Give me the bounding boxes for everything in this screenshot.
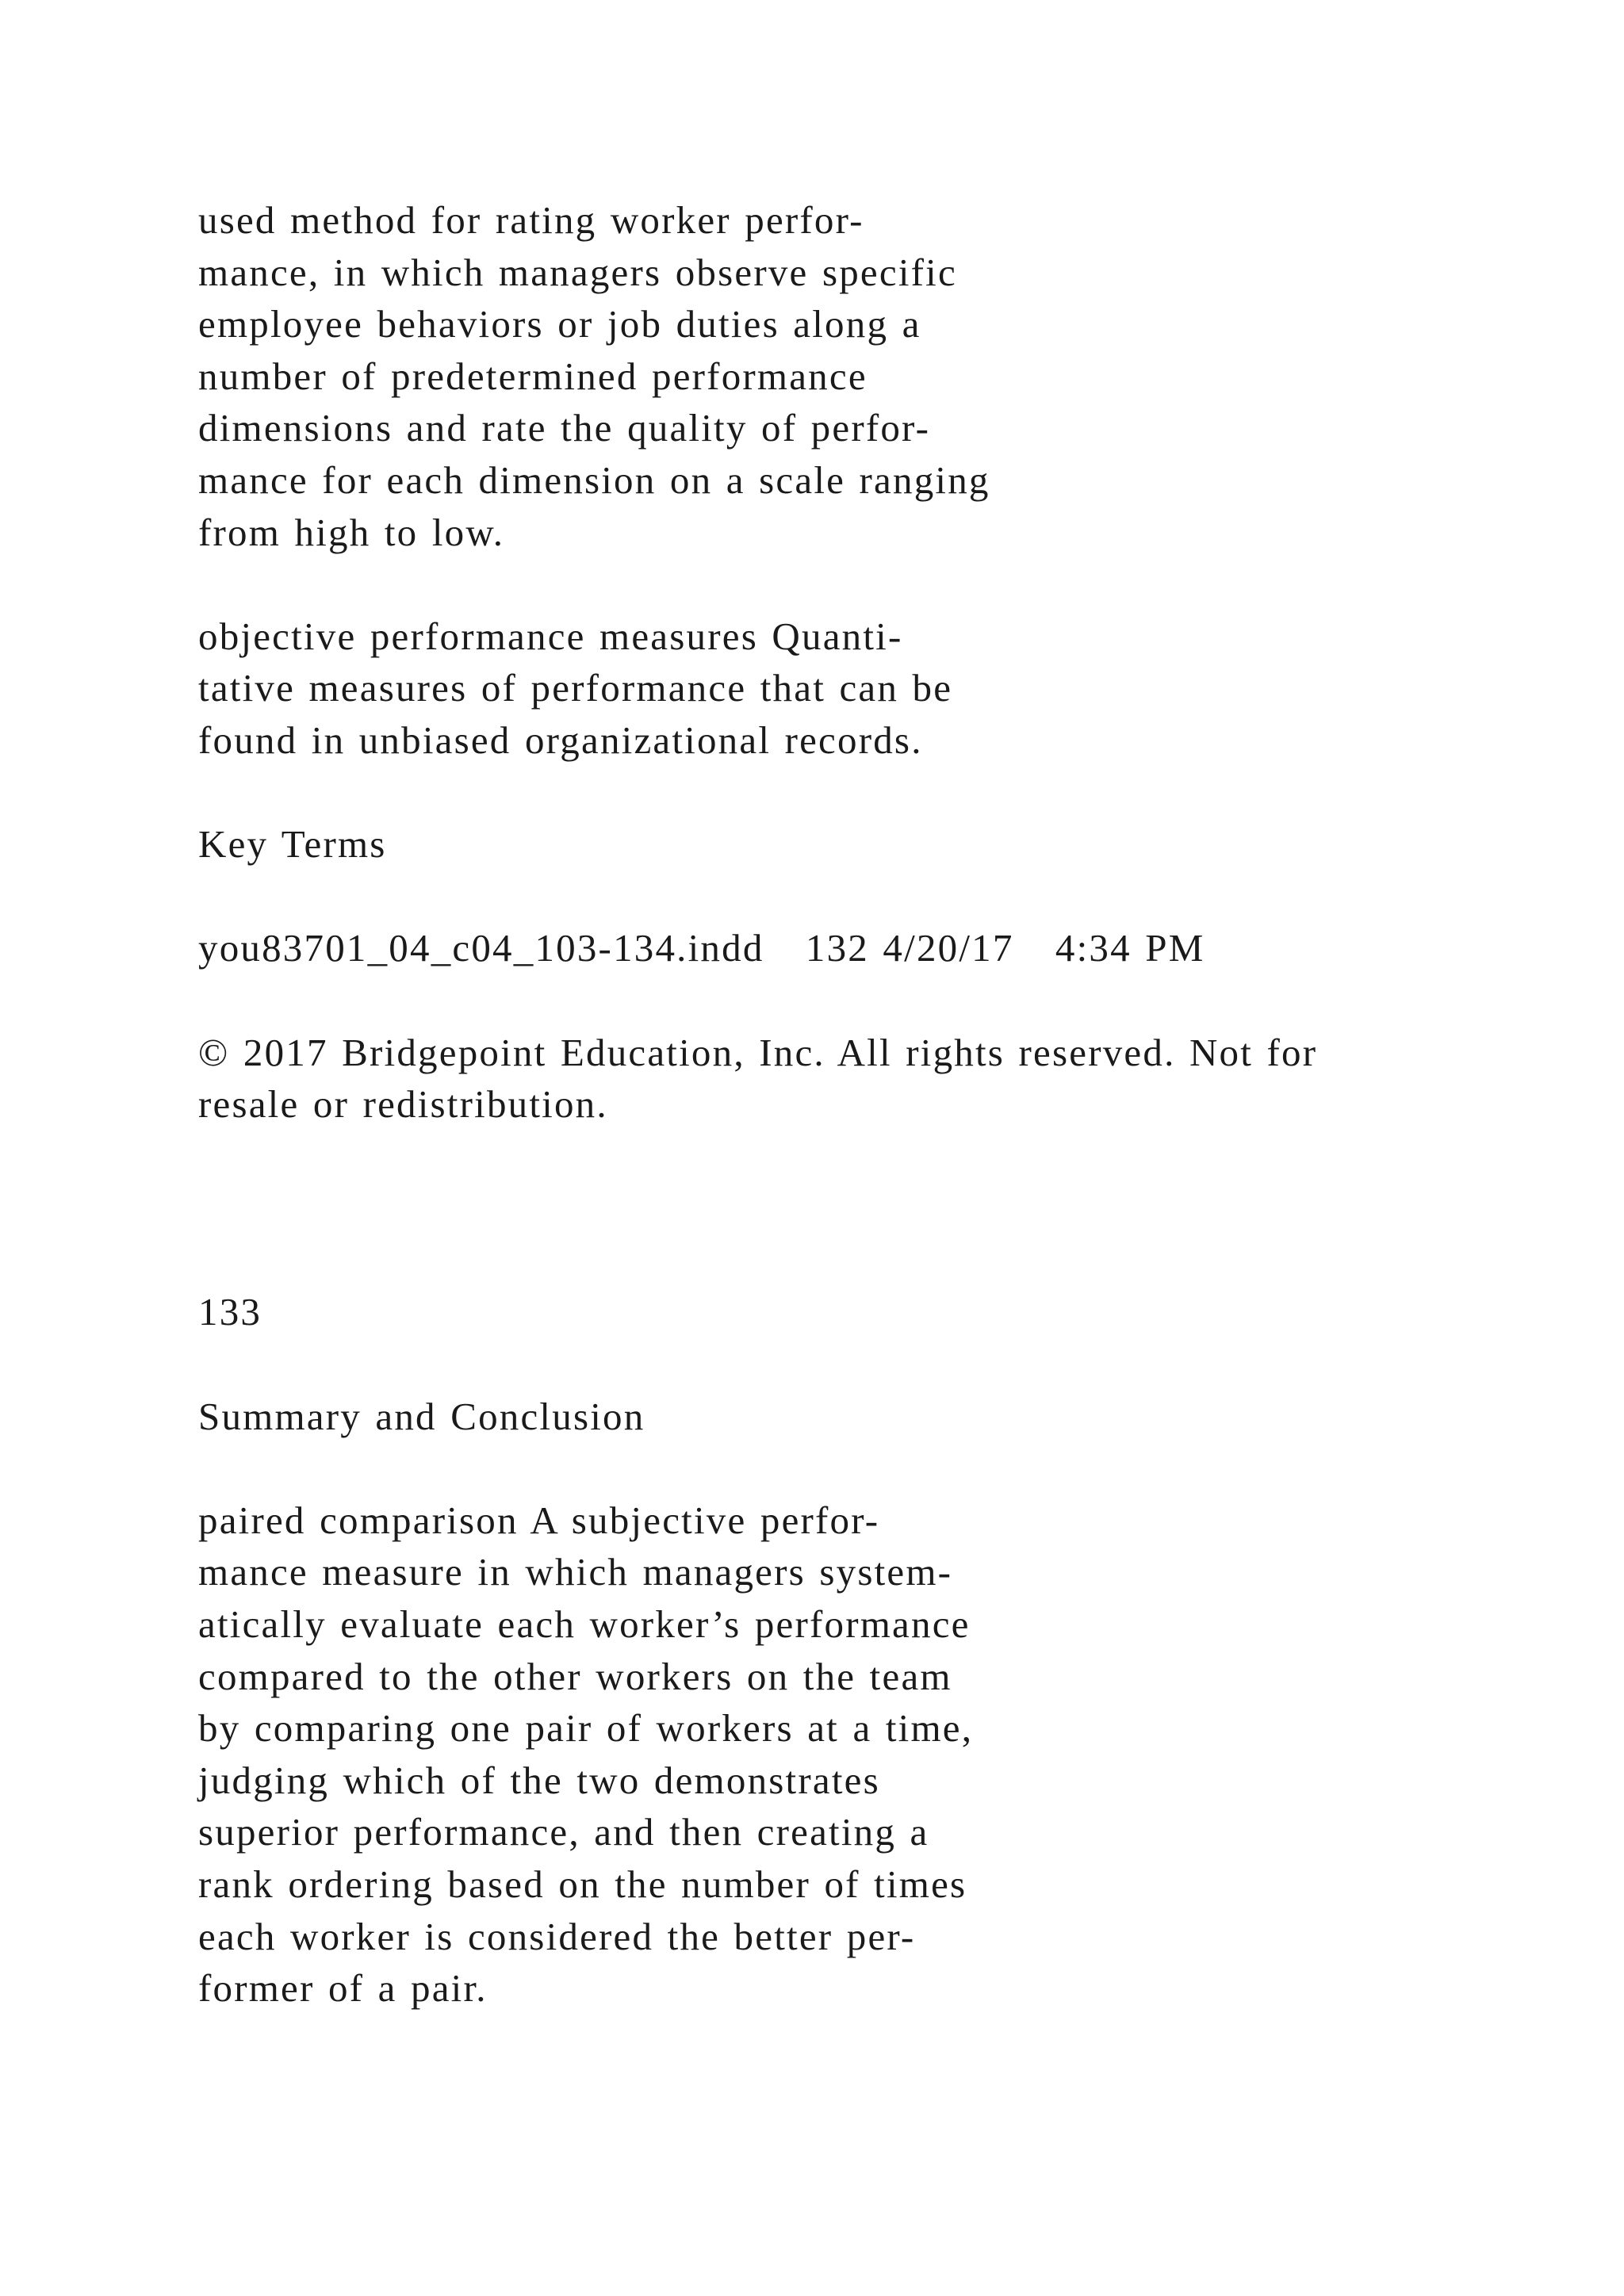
text-line: judging which of the two demonstrates — [198, 1758, 880, 1802]
text-line: number of predetermined performance — [198, 354, 868, 398]
section-heading — [198, 1391, 1546, 1443]
text-line: 133 — [198, 1290, 262, 1334]
text-line: from high to low. — [198, 510, 505, 554]
copyright-notice — [198, 1027, 1546, 1131]
text-line: atically evaluate each worker’s performance — [198, 1602, 971, 1647]
text-line: mance measure in which managers system- — [198, 1550, 953, 1594]
text-line: rank ordering based on the number of times — [198, 1862, 967, 1907]
text-line: resale or redistribution. — [198, 1082, 608, 1127]
text-line: by comparing one pair of workers at a time, — [198, 1706, 974, 1751]
key-terms-heading — [198, 818, 1546, 871]
text-line: dimensions and rate the quality of perfor- — [198, 406, 931, 450]
text-line: Summary and Conclusion — [198, 1394, 645, 1438]
text-line: each worker is considered the better per- — [198, 1914, 916, 1958]
text-line: compared to the other workers on the team — [198, 1654, 952, 1698]
page-number — [198, 1286, 1546, 1338]
text-line: employee behaviors or job duties along a — [198, 302, 921, 346]
text-line: mance for each dimension on a scale ranging — [198, 457, 990, 502]
text-line: superior performance, and then creating a — [198, 1810, 929, 1854]
text-line: you83701_04_c04_103-134.indd 132 4/20/17 4:34 PM — [198, 926, 1205, 970]
paired-comparison-definition — [198, 1494, 1546, 2015]
text-line: mance, in which managers observe specific — [198, 250, 957, 294]
text-line: objective performance measures Quanti- — [198, 614, 903, 658]
text-line: paired comparison A subjective perfor- — [198, 1498, 880, 1542]
text-line: found in unbiased organizational records. — [198, 718, 923, 762]
file-info-line — [198, 922, 1546, 974]
text-line: tative measures of performance that can be — [198, 666, 953, 710]
text-line: used method for rating worker perfor- — [198, 198, 864, 242]
text-line: © 2017 Bridgepoint Education, Inc. All rights reserved. Not for — [198, 1030, 1318, 1074]
text-line: former of a pair. — [198, 1966, 488, 2011]
rating-method-definition — [198, 194, 1546, 558]
text-line: Key Terms — [198, 822, 387, 867]
document-page — [198, 194, 1546, 2015]
objective-performance-measures-definition — [198, 610, 1546, 767]
